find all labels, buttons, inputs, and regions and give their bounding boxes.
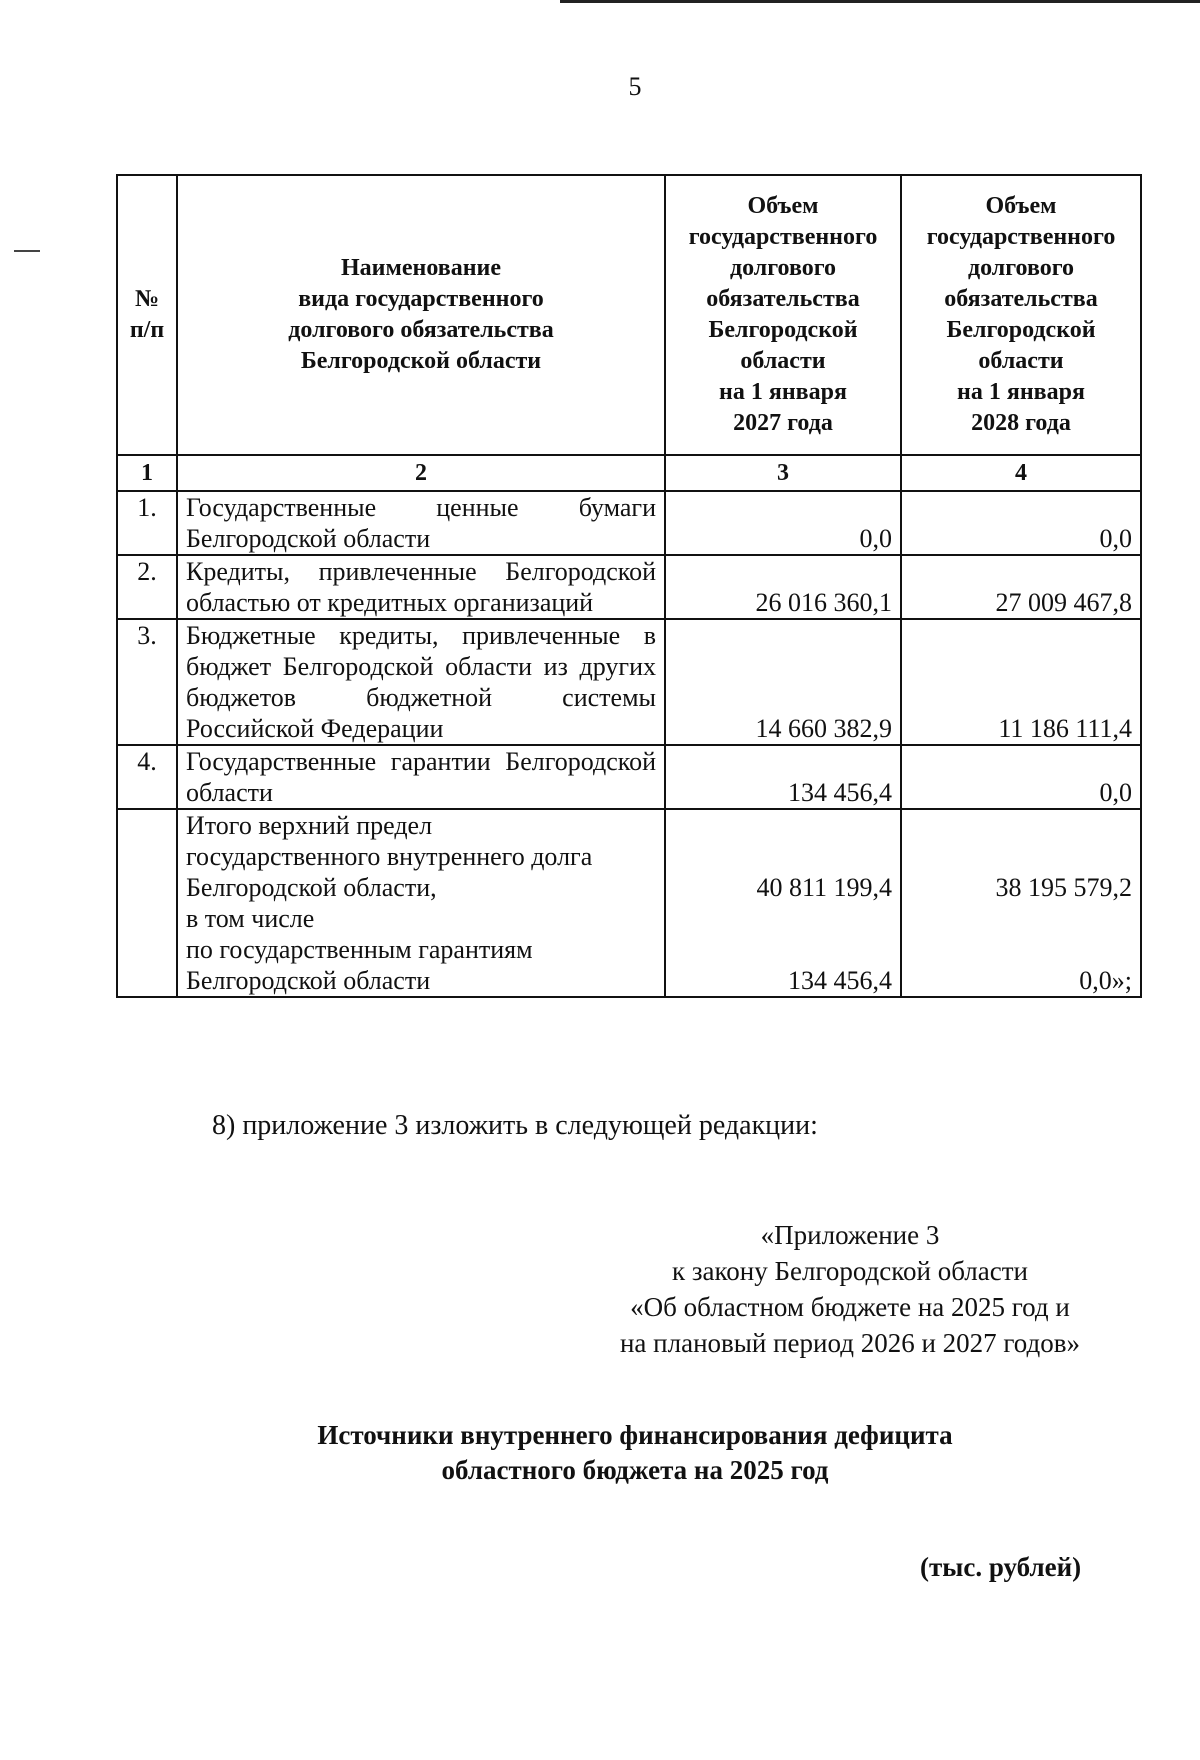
header-name: Наименование вида государственного долгового обязательства Белгородской области — [177, 175, 665, 455]
amendment-instruction: 8) приложение 3 изложить в следующей редакции: — [212, 1110, 818, 1141]
value-2027: 134 456,4 — [665, 745, 901, 809]
page-number: 5 — [628, 72, 642, 101]
header-volume-2028: Объем государственного долгового обязательства Белгородской области на 1 января 2028 года — [901, 175, 1141, 455]
row-number: 3. — [117, 619, 177, 745]
row-name: Государственные ценные бумаги Белгородской области — [177, 491, 665, 555]
total-row — [117, 809, 1141, 997]
table-header-row — [117, 175, 1141, 455]
table-row — [117, 745, 1141, 809]
table-row — [117, 491, 1141, 555]
value-2028: 0,0 — [901, 745, 1141, 809]
total-value-2027: 40 811 199,4 — [756, 873, 892, 902]
column-number: 4 — [901, 455, 1141, 491]
row-name: Бюджетные кредиты, привлеченные в бюджет Белгородской области из других бюджетов бюджетной системы Российской Федерации — [177, 619, 665, 745]
value-2028: 0,0 — [901, 491, 1141, 555]
row-number: 1. — [117, 491, 177, 555]
row-number: 4. — [117, 745, 177, 809]
column-number: 1 — [117, 455, 177, 491]
value-2028: 11 186 111,4 — [901, 619, 1141, 745]
column-number-row — [117, 455, 1141, 491]
column-number: 2 — [177, 455, 665, 491]
top-rule — [560, 0, 1200, 3]
total-value-2028: 38 195 579,2 — [995, 873, 1132, 902]
total-row-number — [117, 809, 177, 997]
units-label: (тыс. рублей) — [920, 1552, 1082, 1582]
header-volume-2027: Объем государственного долгового обязательства Белгородской области на 1 января 2027 года — [665, 175, 901, 455]
table-row — [117, 619, 1141, 745]
header-num: № п/п — [117, 175, 177, 455]
row-number: 2. — [117, 555, 177, 619]
total-name: Итого верхний предел государственного внутреннего долга Белгородской области, в том числе по государственным гарантиям Белгородской области — [177, 809, 665, 997]
guarantees-value-2028: 0,0»; — [1079, 966, 1132, 995]
row-name: Кредиты, привлеченные Белгородской областью от кредитных организаций — [177, 555, 665, 619]
value-2027: 26 016 360,1 — [665, 555, 901, 619]
margin-mark — [14, 250, 40, 252]
table-row — [117, 555, 1141, 619]
guarantees-value-2027: 134 456,4 — [788, 966, 892, 995]
value-2028: 27 009 467,8 — [901, 555, 1141, 619]
debt-table — [116, 174, 1142, 998]
section-title: Источники внутреннего финансирования дефицита областного бюджета на 2025 год — [317, 1420, 953, 1485]
value-2027: 0,0 — [665, 491, 901, 555]
total-values-2028 — [901, 809, 1141, 997]
appendix-reference: «Приложение 3 к закону Белгородской области «Об областном бюджете на 2025 год и на плановый период 2026 и 2027 годов» — [619, 1220, 1081, 1358]
column-number: 3 — [665, 455, 901, 491]
total-values-2027 — [665, 809, 901, 997]
row-name: Государственные гарантии Белгородской области — [177, 745, 665, 809]
value-2027: 14 660 382,9 — [665, 619, 901, 745]
